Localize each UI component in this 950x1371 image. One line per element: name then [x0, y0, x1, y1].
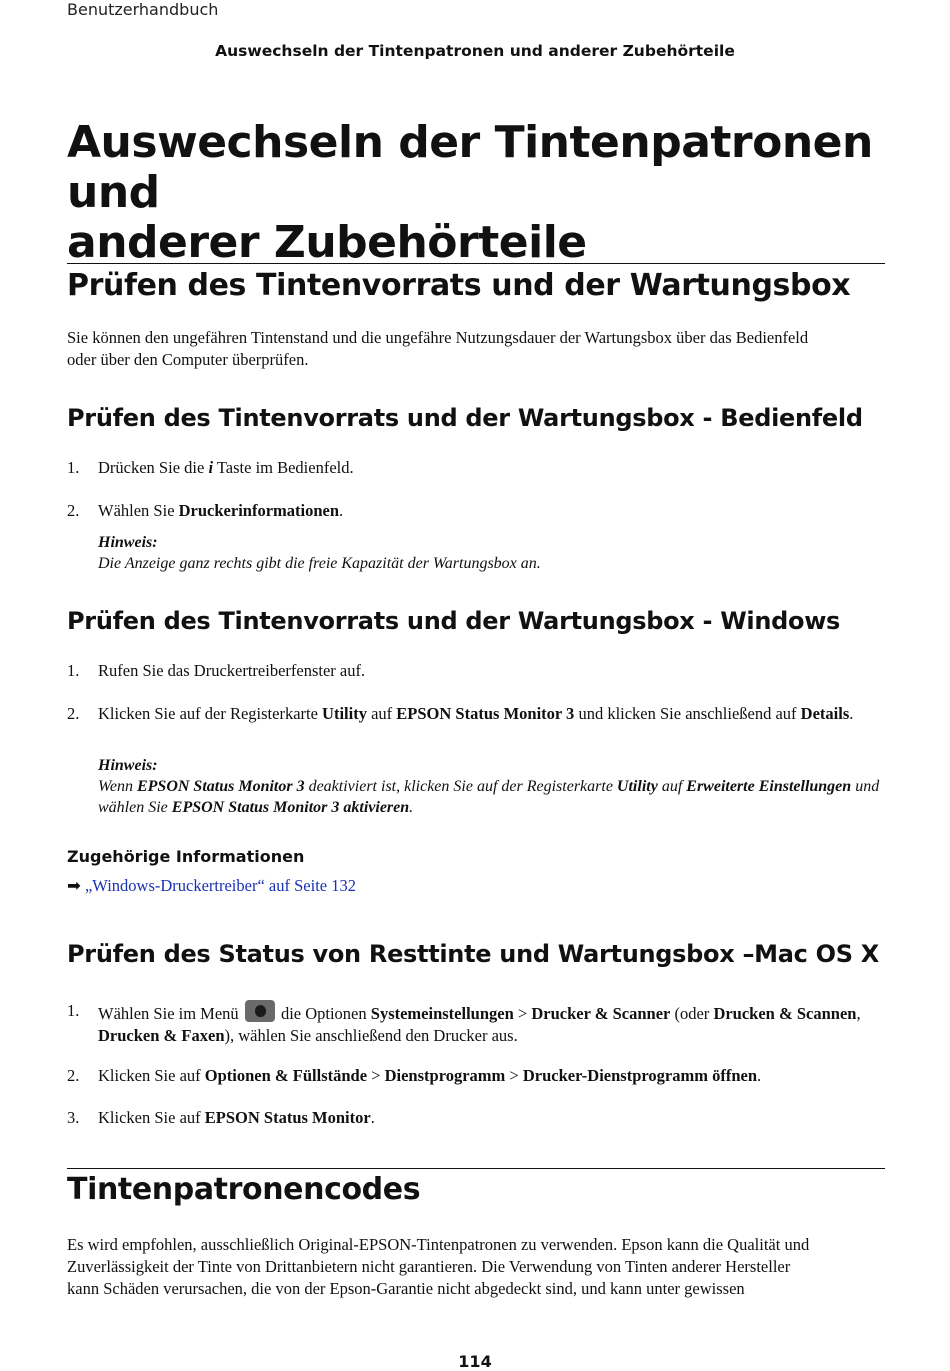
running-header-chapter: Auswechseln der Tintenpatronen und anderer Zubehörteile [215, 42, 735, 60]
subheading-windows: Prüfen des Tintenvorrats und der Wartungsbox - Windows [67, 607, 841, 635]
related-info-item [67, 876, 356, 896]
menu-term: Drucker-Dienstprogramm öffnen [522, 1066, 758, 1085]
step-text [98, 457, 888, 479]
step-text [98, 1065, 888, 1087]
note-term: Erweiterte Einstellungen [686, 778, 852, 795]
menu-term: EPSON Status Monitor 3 [396, 704, 575, 723]
step-text-part: auf [371, 704, 393, 723]
chapter-title-line2: anderer Zubehörteile [67, 217, 587, 268]
note-text [98, 776, 888, 818]
menu-term: Scannen [796, 1004, 857, 1023]
subheading-panel: Prüfen des Tintenvorrats und der Wartungsbox - Bedienfeld [67, 404, 863, 432]
punct: , [856, 1004, 861, 1023]
step-text-part: Drücken Sie die [98, 458, 205, 477]
step-text-part: die Optionen [280, 1004, 367, 1023]
step-text-part: Klicken Sie auf [98, 1066, 201, 1085]
menu-term: Drucker & Scanner [531, 1004, 671, 1023]
section-intro [67, 327, 887, 371]
codes-paragraph [67, 1234, 887, 1300]
apple-menu-icon [245, 1000, 275, 1022]
note-windows [98, 755, 888, 818]
intro-line2: oder über den Computer überprüfen. [67, 350, 309, 369]
note-term: EPSON Status Monitor 3 aktivieren [171, 799, 410, 816]
step-text-part: Taste im Bedienfeld. [216, 458, 354, 477]
step-text [98, 703, 888, 725]
step-text: Rufen Sie das Druckertreiberfenster auf. [98, 661, 366, 680]
note-part: deaktiviert ist, klicken Sie auf der Registerkarte [308, 778, 613, 795]
note-text: Die Anzeige ganz rechts gibt die freie Kapazität der Wartungsbox an. [98, 555, 541, 572]
note-panel [98, 532, 888, 574]
step-text-part: Klicken Sie auf der Registerkarte [98, 704, 318, 723]
windows-driver-link[interactable]: „Windows-Druckertreiber“ auf Seite 132 [84, 876, 356, 895]
step-number: 1. [67, 661, 80, 680]
menu-term: EPSON Status Monitor [204, 1108, 371, 1127]
menu-term: Utility [322, 704, 367, 723]
step-number: 2. [67, 501, 80, 520]
arrow-right-icon: ➡ [67, 876, 81, 895]
section-rule [67, 1168, 885, 1169]
step-text-part: ), wählen Sie anschließend den Drucker aus. [224, 1026, 518, 1045]
step-text-part: Klicken Sie auf [98, 1108, 201, 1127]
note-part: Wenn [98, 778, 133, 795]
running-header-manual: Benutzerhandbuch [67, 0, 219, 19]
punct: . [339, 501, 344, 520]
punct: . [757, 1066, 762, 1085]
menu-term: Druckerinformationen [178, 501, 340, 520]
step-text [98, 500, 888, 522]
page-number: 114 [458, 1352, 492, 1371]
chapter-title [67, 118, 907, 268]
step-number: 1. [67, 458, 80, 477]
intro-line1: Sie können den ungefähren Tintenstand und die ungefähre Nutzungsdauer der Wartungsbox über das Bedienfeld [67, 328, 809, 347]
menu-term: Dienstprogramm [384, 1066, 506, 1085]
menu-term: Details [800, 704, 850, 723]
info-button-icon: i [208, 458, 214, 477]
step-text-part: (oder [674, 1004, 710, 1023]
step-number: 2. [67, 1066, 80, 1085]
codes-line1: Es wird empfohlen, ausschließlich Original-EPSON-Tintenpatronen zu verwenden. Epson kann die Qualität und [67, 1235, 810, 1254]
note-label: Hinweis: [98, 534, 158, 551]
codes-line3: kann Schäden verursachen, die von der Epson-Garantie nicht abgedeckt sind, und kann unter gewissen [67, 1279, 745, 1298]
note-part: und wählen Sie [98, 778, 880, 816]
step-text-part: > [509, 1066, 519, 1085]
step-number: 1. [67, 1001, 80, 1020]
step-text-part: > [371, 1066, 381, 1085]
menu-term: Drucken & Faxen [98, 1026, 225, 1045]
step-text-part: > [517, 1004, 528, 1023]
step-text [98, 1000, 888, 1047]
subheading-mac: Prüfen des Status von Resttinte und Wartungsbox –Mac OS X [67, 940, 879, 968]
note-term: Utility [616, 778, 658, 795]
menu-term: Drucken & [713, 1004, 793, 1023]
menu-term: Systemeinstellungen [370, 1004, 514, 1023]
note-term: EPSON Status Monitor 3 [136, 778, 305, 795]
punct: . [370, 1108, 375, 1127]
punct: . [409, 799, 414, 816]
step-text-part: Wählen Sie [98, 501, 175, 520]
menu-term: Optionen & Füllstände [204, 1066, 368, 1085]
punct: . [849, 704, 854, 723]
note-label: Hinweis: [98, 757, 158, 774]
codes-line2: Zuverlässigkeit der Tinte von Drittanbietern nicht garantieren. Die Verwendung von Tinten anderer Hersteller [67, 1257, 791, 1276]
step-text-part: und klicken Sie anschließend auf [578, 704, 797, 723]
step-number: 2. [67, 704, 80, 723]
section-heading-codes: Tintenpatronencodes [67, 1172, 421, 1207]
chapter-title-line1: Auswechseln der Tintenpatronen und [67, 117, 873, 218]
note-part: auf [661, 778, 683, 795]
section-heading-check: Prüfen des Tintenvorrats und der Wartungsbox [67, 268, 851, 303]
step-text-part: Wählen Sie im Menü [98, 1004, 239, 1023]
step-number: 3. [67, 1108, 80, 1127]
related-info-title: Zugehörige Informationen [67, 847, 305, 866]
section-rule [67, 263, 885, 264]
step-text [98, 1107, 888, 1129]
